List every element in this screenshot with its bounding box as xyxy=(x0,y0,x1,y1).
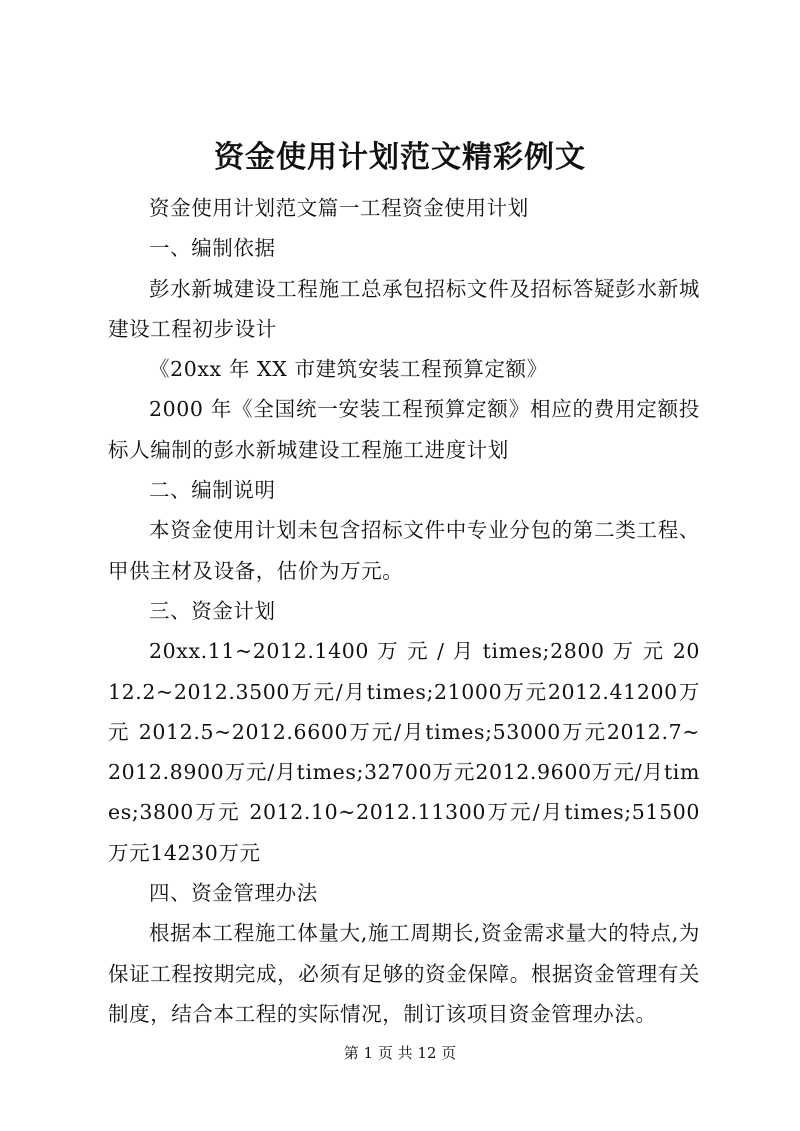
paragraph-heading-management: 四、资金管理办法 xyxy=(149,881,318,906)
document-body xyxy=(108,188,700,1034)
paragraph-basis-quota: 《20xx 年 XX 市建筑安装工程预算定额》 xyxy=(149,357,548,382)
paragraph-heading-plan: 三、资金计划 xyxy=(149,598,276,623)
document-title: 资金使用计划范文精彩例文 xyxy=(214,140,586,175)
paragraph-heading-basis: 一、编制依据 xyxy=(149,236,276,261)
paragraph-management: 根据本工程施工体量大,施工周期长,资金需求量大的特点,为保证工程按期完成，必须有足够的资金保障。根据资金管理有关制度，结合本工程的实际情况，制订该项目资金管理办法。 xyxy=(108,921,700,1026)
paragraph-basis-documents: 彭水新城建设工程施工总承包招标文件及招标答疑彭水新城建设工程初步设计 xyxy=(108,276,700,341)
paragraph-basis-national-quota: 2000 年《全国统一安装工程预算定额》相应的费用定额投标人编制的彭水新城建设工程施工进度计划 xyxy=(108,397,700,462)
paragraph-heading-notes: 二、编制说明 xyxy=(149,478,276,503)
paragraph-plan-schedule: 20xx.11~2012.1400 万 元 / 月 times;2800 万 元 2012.2~2012.3500万元/月times;21000万元2012.41200万元 2012.5~2012.6600万元/月times;53000万元2012.7~2012.8900万元/月times;32700万元2012.9600万元/月times;3800万元 2012.10~2012.11300万元/月times;51500万元14230万元 xyxy=(108,639,700,865)
page-footer: 第 1 页 共 12 页 xyxy=(343,1044,457,1062)
paragraph-notes: 本资金使用计划未包含招标文件中专业分包的第二类工程、甲供主材及设备，估价为万元。 xyxy=(108,518,700,583)
paragraph-section-heading: 资金使用计划范文篇一工程资金使用计划 xyxy=(149,196,529,220)
